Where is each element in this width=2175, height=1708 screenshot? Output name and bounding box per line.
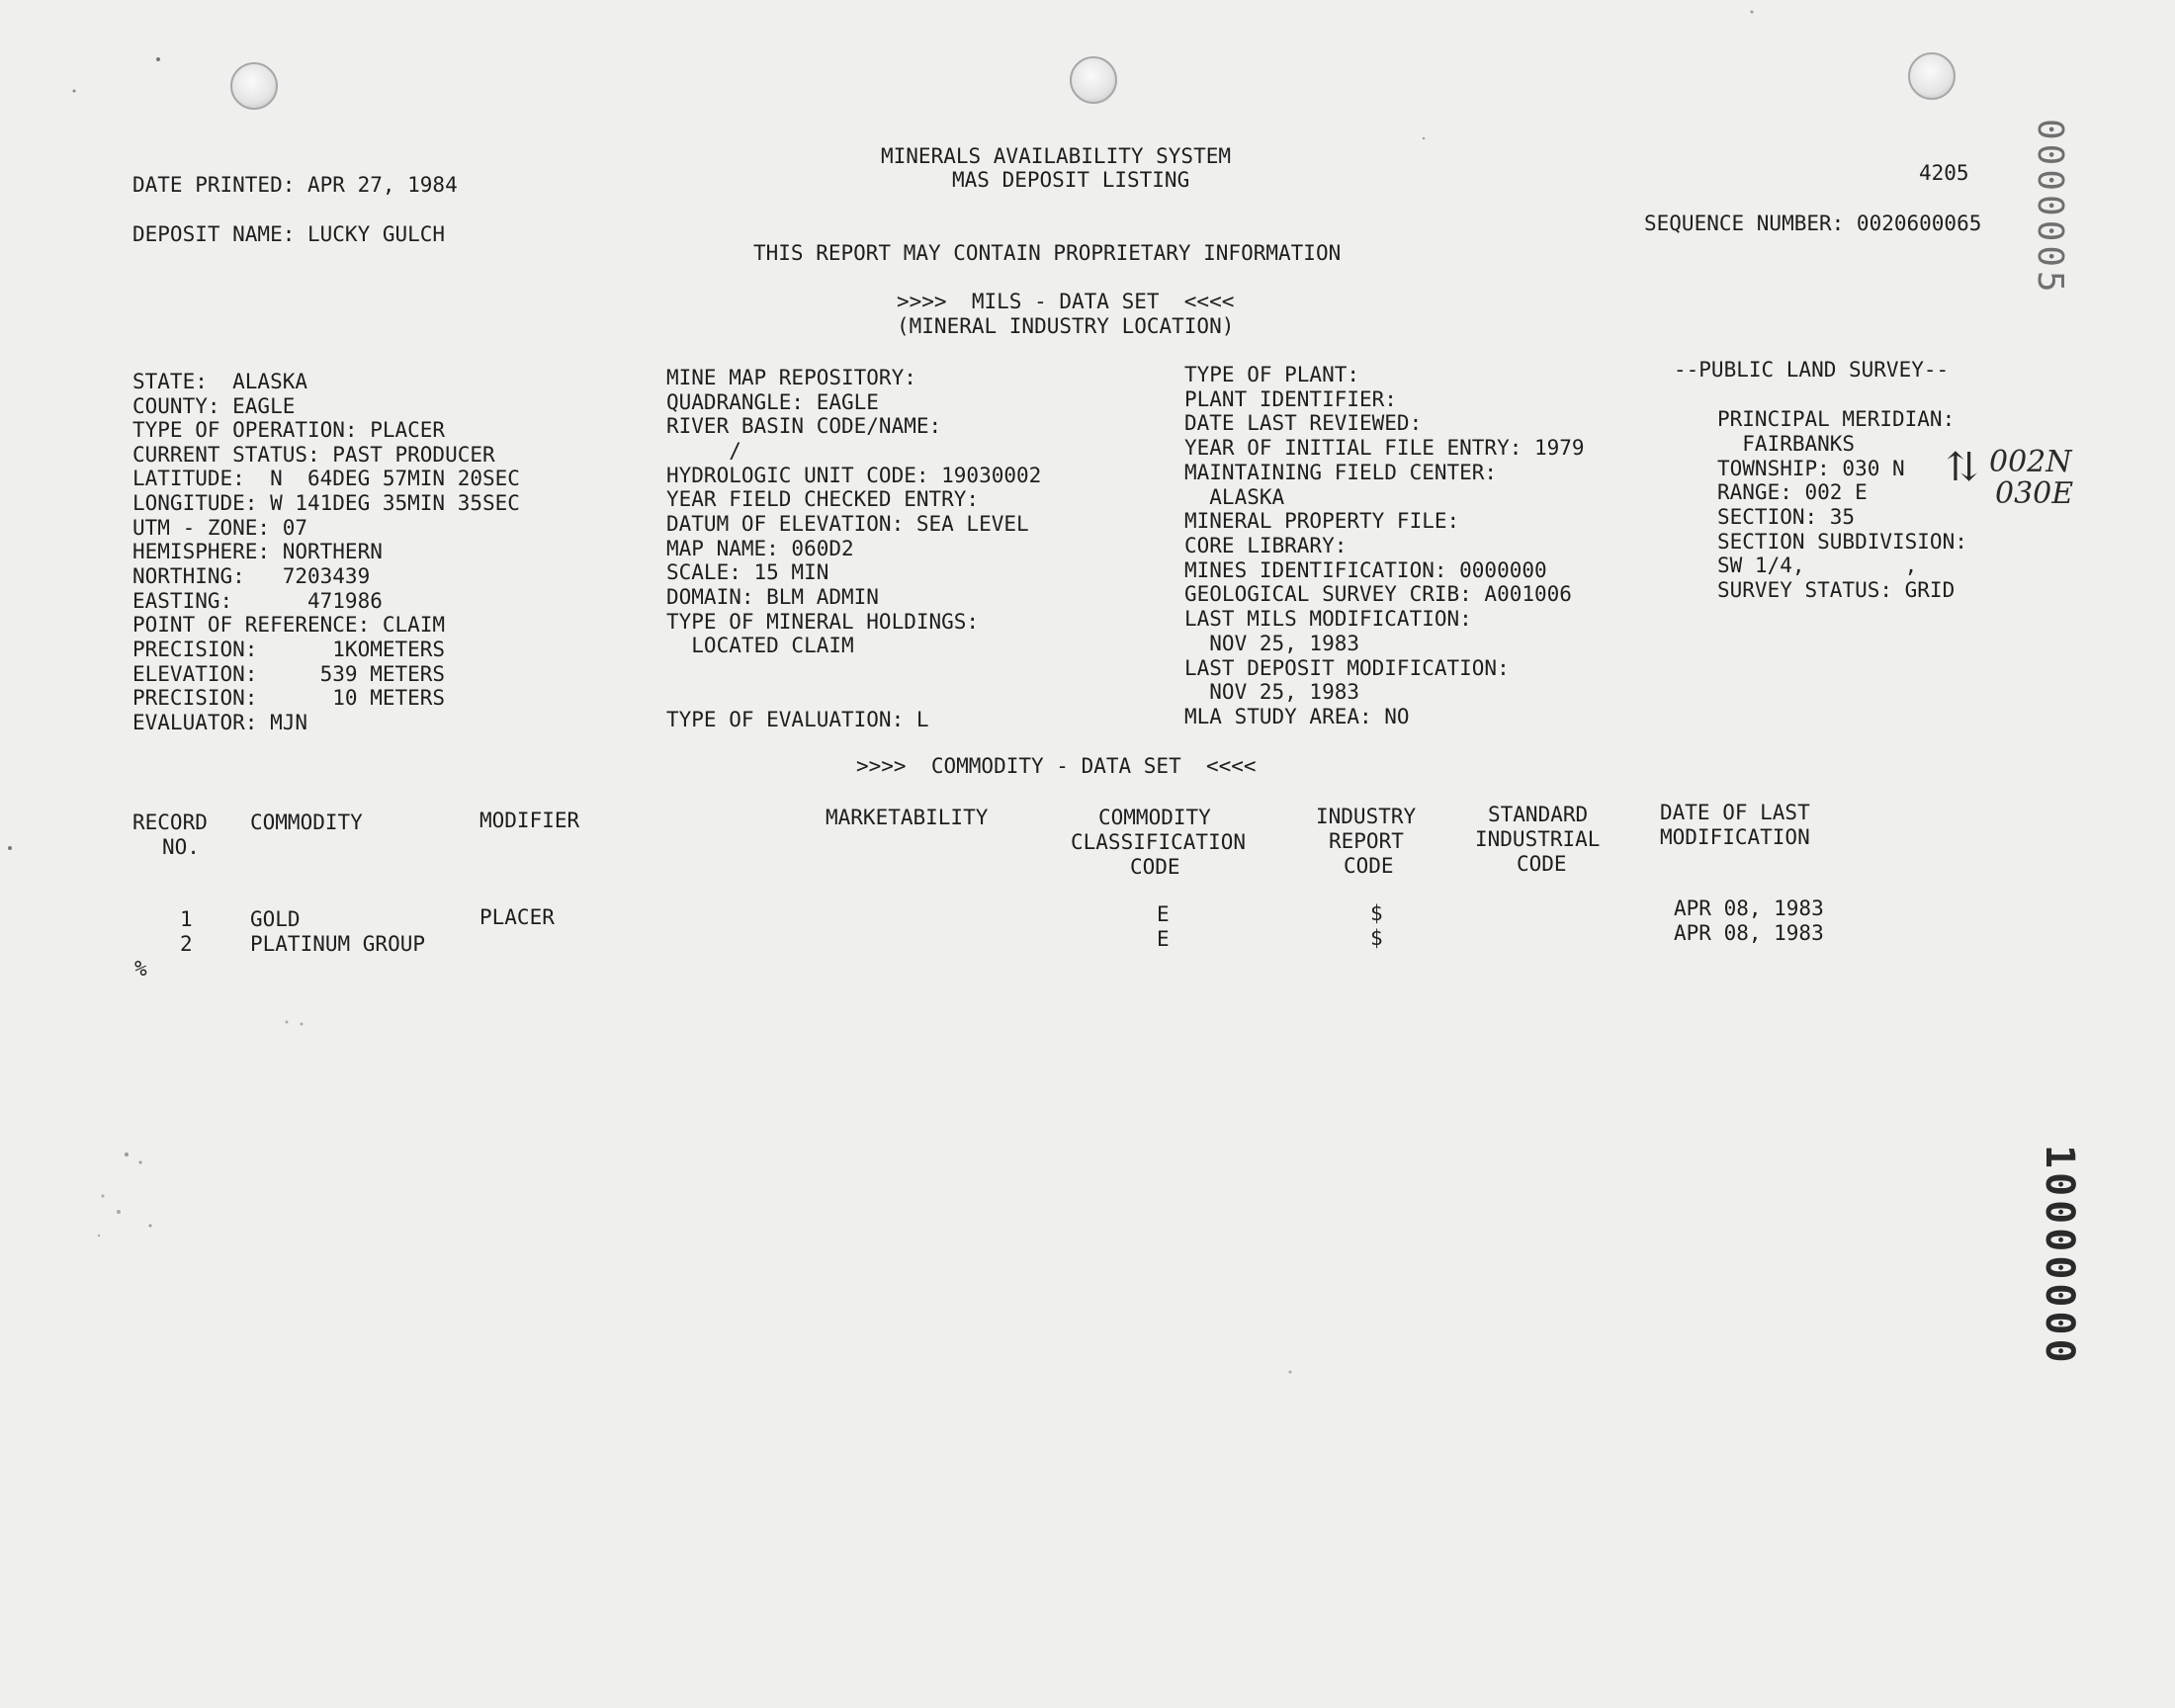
last-mils-modification-line: LAST MILS MODIFICATION: <box>1184 607 1472 631</box>
header-last-modification-2: MODIFICATION <box>1660 825 1810 849</box>
header-report-3: CODE <box>1344 854 1394 878</box>
northing-line: NORTHING: 7203439 <box>132 564 371 588</box>
header-classification-1: COMMODITY <box>1098 806 1211 829</box>
easting-line: EASTING: 471986 <box>132 589 383 613</box>
row-date: APR 08, 1983 <box>1674 921 1824 945</box>
hemisphere-line: HEMISPHERE: NORTHERN <box>132 540 383 563</box>
datum-of-elevation-line: DATUM OF ELEVATION: SEA LEVEL <box>666 512 1029 536</box>
initial-file-entry-line: YEAR OF INITIAL FILE ENTRY: 1979 <box>1184 436 1585 460</box>
row-report-code: $ <box>1370 901 1383 925</box>
last-deposit-modification-line: LAST DEPOSIT MODIFICATION: <box>1184 656 1510 680</box>
mine-map-repository-line: MINE MAP REPOSITORY: <box>666 366 916 389</box>
header-record: RECORD <box>132 811 208 834</box>
row-modifier: PLACER <box>479 905 555 929</box>
subdivision-value-line: SW 1/4, , <box>1717 554 1918 577</box>
system-title: MINERALS AVAILABILITY SYSTEM <box>881 144 1232 168</box>
last-deposit-modification-date: NOV 25, 1983 <box>1184 680 1360 704</box>
row-commodity: PLATINUM GROUP <box>250 932 426 956</box>
latitude-line: LATITUDE: N 64DEG 57MIN 20SEC <box>132 467 520 490</box>
meridian-value-line: FAIRBANKS <box>1717 432 1856 456</box>
mla-study-area-line: MLA STUDY AREA: NO <box>1184 705 1410 728</box>
mineral-holdings-line: TYPE OF MINERAL HOLDINGS: <box>666 610 980 634</box>
range-line: RANGE: 002 E <box>1717 480 1868 504</box>
header-report-2: REPORT <box>1329 829 1404 853</box>
section-subdivision-line: SECTION SUBDIVISION: <box>1717 530 1967 554</box>
row-report-code: $ <box>1370 926 1383 950</box>
header-modifier: MODIFIER <box>479 809 580 832</box>
last-mils-modification-date: NOV 25, 1983 <box>1184 632 1360 655</box>
listing-title: MAS DEPOSIT LISTING <box>952 168 1190 192</box>
header-industrial-2: INDUSTRIAL <box>1475 827 1601 851</box>
type-of-evaluation-line: TYPE OF EVALUATION: L <box>666 708 929 731</box>
field-center-line: MAINTAINING FIELD CENTER: <box>1184 461 1498 484</box>
row-commodity: GOLD <box>250 907 301 931</box>
row-number: 2 <box>180 932 193 956</box>
header-classification-2: CLASSIFICATION <box>1071 830 1247 854</box>
elevation-precision-line: PRECISION: 10 METERS <box>132 686 446 710</box>
scale-line: SCALE: 15 MIN <box>666 560 829 584</box>
survey-status-line: SURVEY STATUS: GRID <box>1717 578 1956 602</box>
header-marketability: MARKETABILITY <box>826 806 989 829</box>
hydrologic-unit-line: HYDROLOGIC UNIT CODE: 19030002 <box>666 464 1042 487</box>
utm-zone-line: UTM - ZONE: 07 <box>132 516 308 540</box>
row-number: 1 <box>180 907 193 931</box>
handwritten-arrow-icon: ⇅ <box>1946 445 1979 490</box>
header-industrial-3: CODE <box>1517 852 1567 876</box>
field-center-value-line: ALASKA <box>1184 485 1285 509</box>
year-field-checked-line: YEAR FIELD CHECKED ENTRY: <box>666 487 980 511</box>
plant-identifier-line: PLANT IDENTIFIER: <box>1184 387 1397 411</box>
sequence-number: SEQUENCE NUMBER: 0020600065 <box>1644 212 1982 235</box>
header-report-1: INDUSTRY <box>1316 805 1417 828</box>
end-of-record-mark: % <box>134 957 147 981</box>
river-basin-value-line: / <box>666 439 741 463</box>
header-industrial-1: STANDARD <box>1488 803 1589 826</box>
mils-heading: >>>> MILS - DATA SET <<<< <box>897 290 1235 313</box>
evaluator-line: EVALUATOR: MJN <box>132 711 308 734</box>
deposit-name: DEPOSIT NAME: LUCKY GULCH <box>132 222 446 246</box>
public-land-survey-heading: --PUBLIC LAND SURVEY-- <box>1674 358 1950 382</box>
state-line: STATE: ALASKA <box>132 370 308 393</box>
domain-line: DOMAIN: BLM ADMIN <box>666 585 879 609</box>
header-commodity: COMMODITY <box>250 811 363 834</box>
handwritten-range-note: 030E <box>1995 476 2074 511</box>
mines-identification-line: MINES IDENTIFICATION: 0000000 <box>1184 558 1547 582</box>
map-name-line: MAP NAME: 060D2 <box>666 537 854 560</box>
type-of-plant-line: TYPE OF PLANT: <box>1184 363 1360 386</box>
page-number: 4205 <box>1919 161 1969 185</box>
row-classification-code: E <box>1157 902 1170 926</box>
header-record-no: NO. <box>162 835 200 859</box>
margin-code-bottom: 10000000 <box>2037 1145 2082 1367</box>
date-printed: DATE PRINTED: APR 27, 1984 <box>132 173 458 197</box>
township-line: TOWNSHIP: 030 N <box>1717 457 1905 480</box>
proprietary-notice: THIS REPORT MAY CONTAIN PROPRIETARY INFORMATION <box>753 241 1342 265</box>
current-status-line: CURRENT STATUS: PAST PRODUCER <box>132 443 495 467</box>
header-last-modification-1: DATE OF LAST <box>1660 801 1810 824</box>
mineral-property-file-line: MINERAL PROPERTY FILE: <box>1184 509 1460 533</box>
survey-crib-line: GEOLOGICAL SURVEY CRIB: A001006 <box>1184 582 1572 606</box>
row-classification-code: E <box>1157 927 1170 951</box>
header-classification-3: CODE <box>1130 855 1180 879</box>
commodity-heading: >>>> COMMODITY - DATA SET <<<< <box>856 754 1257 778</box>
point-of-reference-line: POINT OF REFERENCE: CLAIM <box>132 613 446 637</box>
longitude-line: LONGITUDE: W 141DEG 35MIN 35SEC <box>132 491 520 515</box>
river-basin-line: RIVER BASIN CODE/NAME: <box>666 414 942 438</box>
mils-subheading: (MINERAL INDUSTRY LOCATION) <box>897 314 1235 338</box>
precision-line: PRECISION: 1KOMETERS <box>132 638 446 661</box>
handwritten-township-note: 002N <box>1989 445 2072 479</box>
principal-meridian-line: PRINCIPAL MERIDIAN: <box>1717 407 1956 431</box>
section-line: SECTION: 35 <box>1717 505 1856 529</box>
core-library-line: CORE LIBRARY: <box>1184 534 1348 557</box>
elevation-line: ELEVATION: 539 METERS <box>132 662 446 686</box>
operation-type-line: TYPE OF OPERATION: PLACER <box>132 418 446 442</box>
mineral-holdings-value-line: LOCATED CLAIM <box>666 634 854 657</box>
row-date: APR 08, 1983 <box>1674 897 1824 920</box>
quadrangle-line: QUADRANGLE: EAGLE <box>666 390 879 414</box>
date-last-reviewed-line: DATE LAST REVIEWED: <box>1184 411 1423 435</box>
county-line: COUNTY: EAGLE <box>132 394 296 418</box>
margin-code-top: 0000005 <box>2030 119 2070 297</box>
